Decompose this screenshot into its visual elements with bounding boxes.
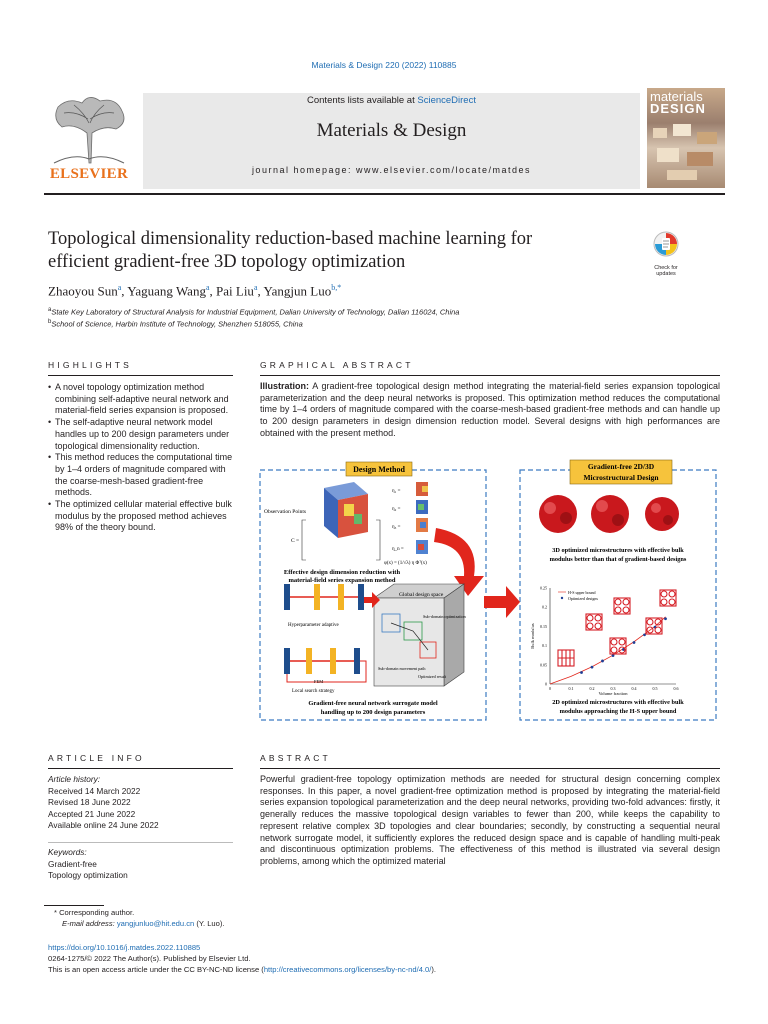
affiliation-mark: b xyxy=(48,319,52,325)
license-suffix: ). xyxy=(431,965,437,974)
illustration-body: A gradient-free topological design method integrating the material-field series expansion topological parameterization and the deep neural networks is proposed. This optimization method reduces the computational time by 1–4 orders of magnitude compared with the coarse-mesh-based gradient-free methods and can handle up to 200 design parameters in design dimension reduction model. Several designs with high performances are obtained with the present method. xyxy=(260,381,720,438)
observation-cube xyxy=(324,482,368,538)
x-tick-label: 0.2 xyxy=(589,686,595,691)
affiliation-mark: a xyxy=(48,307,52,313)
illustration-label: Illustration: xyxy=(260,381,309,391)
x-axis-label: Volume fraction xyxy=(598,691,628,696)
affiliation-a xyxy=(48,307,459,317)
caption-3d-1: 3D optimized microstructures with effective bulk xyxy=(552,547,684,554)
highlight-item: • The self-adaptive neural network model handles up to 200 design parameters under topological dimensionality reduction. xyxy=(48,417,233,452)
microstructure-2d-thumb xyxy=(614,598,630,614)
microstructure-2d-thumb xyxy=(586,614,602,630)
author-affil-mark[interactable]: a xyxy=(117,283,122,292)
history-online: Available online 24 June 2022 xyxy=(48,820,159,830)
doi-link[interactable]: https://doi.org/10.1016/j.matdes.2022.110885 xyxy=(48,943,201,952)
eta-label: η₁ = xyxy=(392,489,401,494)
history-revised: Revised 18 June 2022 xyxy=(48,797,131,807)
phi-formula: φ(x) = (1/√λ) η Φᵀ(x) xyxy=(384,561,427,566)
highlight-item: • This method reduces the computational time by 1–4 orders of magnitude compared with the coarse-mesh-based gradient-free methods. xyxy=(48,452,233,499)
license-line xyxy=(48,965,436,976)
caption-nn-1: Gradient-free neural network surrogate model xyxy=(308,700,438,707)
y-tick-label: 0.1 xyxy=(542,643,547,649)
optimized-design-point xyxy=(580,671,583,674)
author-name[interactable]: Pai Liu xyxy=(216,283,254,299)
x-tick-label: 0.6 xyxy=(673,686,679,691)
author-name[interactable]: Yangjun Luo xyxy=(263,283,332,299)
header-rule xyxy=(44,193,725,195)
optimized-design-point xyxy=(591,666,594,669)
journal-title: Materials & Design xyxy=(316,120,467,141)
caption-reduction-2: material-field series expansion method xyxy=(288,577,396,584)
eta-modes xyxy=(392,482,428,554)
bulk-modulus-chart xyxy=(530,586,679,697)
license-link[interactable]: http://creativecommons.org/licenses/by-nc-nd/4.0/ xyxy=(263,965,432,974)
history-received: Received 14 March 2022 xyxy=(48,786,141,796)
graphical-abstract-rule xyxy=(260,375,720,376)
corresponding-author-note: * Corresponding author. xyxy=(54,908,135,917)
journal-cover-thumbnail[interactable] xyxy=(647,88,725,188)
email-label: E-mail address: xyxy=(62,919,117,928)
x-tick-label: 0 xyxy=(549,686,551,691)
info-divider xyxy=(48,842,233,843)
optimized-design-point xyxy=(633,641,636,644)
history-accepted: Accepted 21 June 2022 xyxy=(48,809,136,819)
abstract-rule xyxy=(260,768,720,769)
microstructure-2d-thumb xyxy=(660,590,676,606)
highlight-item: • A novel topology optimization method combining self-adaptive neural network and material-field series expansion is proposed. xyxy=(48,382,233,417)
local-search-label: Local search strategy xyxy=(292,689,335,694)
eta-label: η₃ = xyxy=(392,525,401,530)
email-suffix: (Y. Luo). xyxy=(194,919,225,928)
y-tick-label: 0 xyxy=(545,681,547,687)
graphical-abstract-text xyxy=(260,381,720,440)
x-tick-label: 0.3 xyxy=(610,686,616,691)
x-tick-label: 0.1 xyxy=(568,686,574,691)
microstructures-3d xyxy=(539,495,679,533)
author-affil-mark[interactable]: a xyxy=(253,283,258,292)
y-tick-label: 0.05 xyxy=(540,662,547,668)
author-affil-mark[interactable]: b,* xyxy=(331,283,342,292)
panel-arrow-icon xyxy=(484,586,520,618)
elsevier-wordmark: ELSEVIER xyxy=(49,166,129,182)
eta-label: η₂ = xyxy=(392,507,401,512)
author-name[interactable]: Yaguang Wang xyxy=(127,283,206,299)
hyperparameter-label: Hyperparameter adaptive xyxy=(288,623,339,628)
y-tick-label: 0.15 xyxy=(540,623,547,629)
matrix-symbol: C = xyxy=(291,538,300,544)
eta-label: η_n = xyxy=(392,547,404,552)
abstract-text: Powerful gradient-free topology optimization methods are needed for structural design concerning complex responses. In this paper, a novel gradient-free optimization method is proposed by integrating the material-field series expansion topological parameterization and the deep neural networks, providing two-fold advances: firstly, it generally reduces the massive topological design variables to fewer than 200, while keeps the capability to represent relative complex 3D topologies and clear boundaries; secondly, by constructing a sequential neural network surrogate model, it sufficiently explores the reduced design space and is capable of handling multi-peak and discontinuous optimization problems. The effectiveness of this method is illustrated via several design problems, among which the optimized material xyxy=(260,774,720,866)
x-tick-label: 0.5 xyxy=(652,686,658,691)
license-prefix: This is an open access article under the CC BY-NC-ND license ( xyxy=(48,965,264,974)
subdomain-opt-label: Sub-domain optimization xyxy=(423,614,466,619)
y-tick-label: 0.2 xyxy=(542,604,547,610)
crossmark-label-2: updates xyxy=(656,271,676,277)
caption-nn-2: handling up to 200 design parameters xyxy=(320,709,426,716)
affiliation-b xyxy=(48,319,303,329)
contents-line xyxy=(143,95,640,106)
history-label: Article history: xyxy=(48,774,101,784)
legend-points-label: Optimized designs xyxy=(568,596,598,601)
caption-3d-2: modulus better than that of gradient-based designs xyxy=(549,556,687,563)
author-name[interactable]: Zhaoyou Sun xyxy=(48,283,118,299)
y-tick-label: 0.25 xyxy=(540,585,547,591)
crossmark-label-1: Check for xyxy=(654,265,678,271)
fem-label: FEM xyxy=(314,679,324,684)
highlight-item: • The optimized cellular material effective bulk modulus by the proposed method achieves 98% of the theory bound. xyxy=(48,499,233,534)
caption-2d-1: 2D optimized microstructures with effective bulk xyxy=(552,699,684,706)
copyright-line: 0264-1275/© 2022 The Author(s). Published by Elsevier Ltd. xyxy=(48,954,251,963)
keyword-item: Gradient-free xyxy=(48,859,97,869)
graphical-abstract-heading: GRAPHICAL ABSTRACT xyxy=(260,360,414,370)
caption-2d-2: modulus approaching the H-S upper bound xyxy=(559,708,677,715)
sciencedirect-link[interactable]: ScienceDirect xyxy=(417,95,476,106)
journal-reference[interactable]: Materials & Design 220 (2022) 110885 xyxy=(311,60,457,70)
cover-title xyxy=(650,91,706,115)
affiliation-text: State Key Laboratory of Structural Analysis for Industrial Equipment, Dalian University of Technology, Dalian 116024, China xyxy=(51,307,460,317)
neural-network-top xyxy=(284,584,364,610)
author-list: Zhaoyou Sun$^a$, Yaguang Wang$^a$, Pai Liu$^a$, Yangjun Luo$^{b,*}$ xyxy=(48,283,342,299)
legend-line-label: H-S upper bound xyxy=(568,590,596,595)
optimized-result-label: Optimized result xyxy=(418,674,447,679)
article-info-rule xyxy=(48,768,233,769)
optimized-design-point xyxy=(612,654,615,657)
affiliation-text: School of Science, Harbin Institute of Technology, Shenzhen 518055, China xyxy=(51,319,303,329)
global-space-label: Global design space xyxy=(399,592,444,598)
highlights-list xyxy=(48,382,233,534)
caption-reduction-1: Effective design dimension reduction with xyxy=(283,569,401,576)
abstract-heading: ABSTRACT xyxy=(260,753,331,763)
email-link[interactable]: yangjunluo@hit.edu.cn xyxy=(116,919,195,928)
cover-title-line2: DESIGN xyxy=(650,101,706,116)
keywords-label: Keywords: xyxy=(48,847,87,857)
graphical-abstract-figure[interactable] xyxy=(258,458,720,723)
microstructure-2d-thumb xyxy=(558,650,574,666)
contents-prefix: Contents lists available at xyxy=(307,95,418,106)
journal-homepage[interactable]: journal homepage: www.elsevier.com/locate/matdes xyxy=(251,165,532,175)
design-method-title: Design Method xyxy=(353,465,405,474)
paper-title-line1: Topological dimensionality reduction-based machine learning for xyxy=(48,229,533,249)
y-axis-label: Bulk modulus xyxy=(530,623,535,649)
legend-point-swatch xyxy=(561,597,563,599)
subdomain-path-label: Sub-domain movement path xyxy=(378,666,426,671)
corresponding-text: Corresponding author. xyxy=(59,908,135,917)
x-tick-label: 0.4 xyxy=(631,686,637,691)
footnote-rule xyxy=(44,905,104,906)
cover-title-line1: materials xyxy=(650,89,703,104)
optimized-design-point xyxy=(664,617,667,620)
optimized-design-point xyxy=(601,660,604,663)
paper-title-line2: efficient gradient-free 3D topology optimization xyxy=(48,252,406,272)
email-note xyxy=(62,919,225,930)
highlights-rule xyxy=(48,375,233,376)
check-for-updates-badge[interactable] xyxy=(648,230,684,276)
paper-title xyxy=(48,228,608,274)
keyword-item: Topology optimization xyxy=(48,870,128,880)
observation-points-label: Observation Points xyxy=(264,509,307,515)
neural-network-bottom xyxy=(284,648,366,682)
article-info-heading: ARTICLE INFO xyxy=(48,753,145,763)
highlights-heading: HIGHLIGHTS xyxy=(48,360,132,370)
right-title-2: Microstructural Design xyxy=(583,473,659,482)
author-affil-mark[interactable]: a xyxy=(205,283,210,292)
right-title-1: Gradient-free 2D/3D xyxy=(587,462,655,471)
